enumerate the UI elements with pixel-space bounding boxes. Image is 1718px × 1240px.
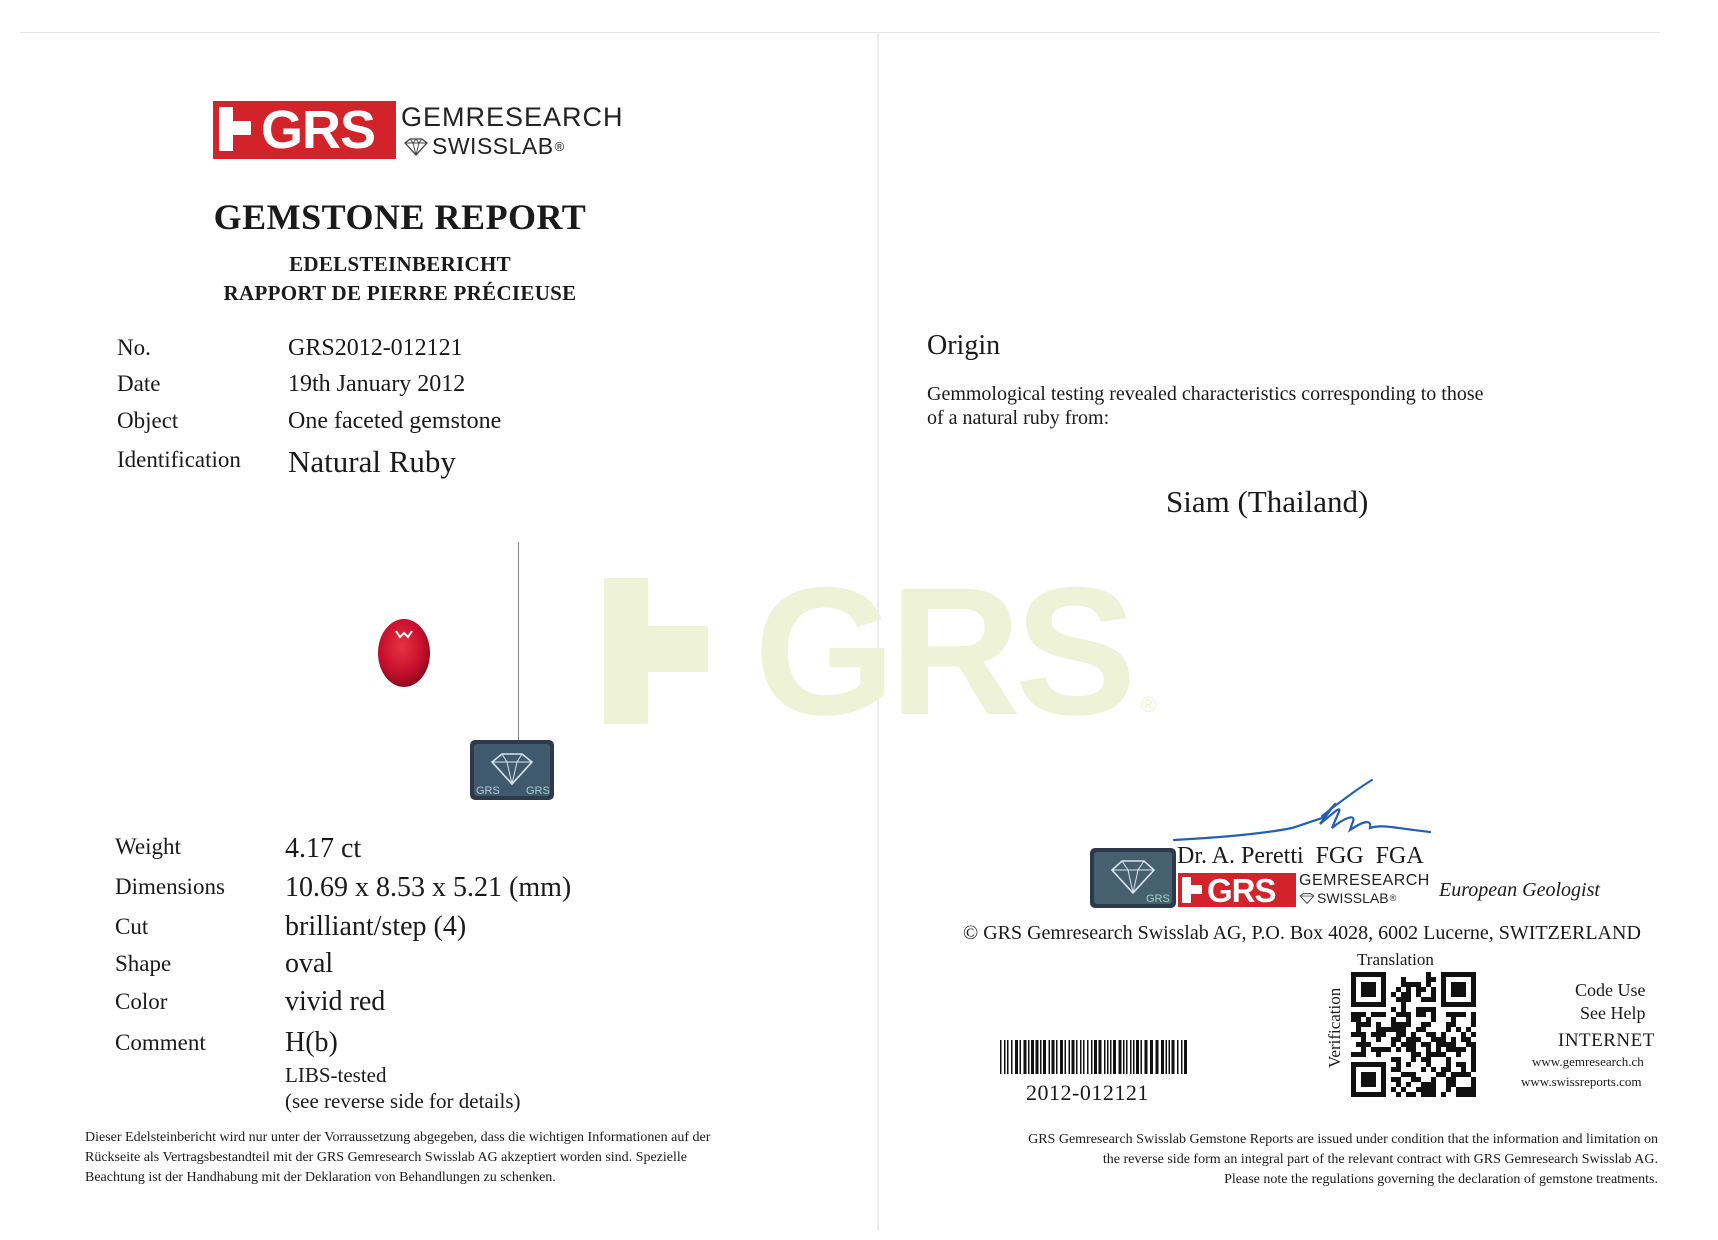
watermark-cross-icon	[604, 578, 708, 724]
comment-libs: LIBS-tested	[285, 1063, 387, 1087]
swiss-cross-small-icon	[1182, 873, 1206, 907]
disclaimer-de-line3: Beachtung ist der Handhabung mit der Deklaration von Behandlungen zu schenken.	[85, 1170, 556, 1185]
diamond-icon	[403, 138, 429, 156]
cut-label: Cut	[115, 914, 149, 939]
see-help-label: See Help	[1580, 1003, 1646, 1023]
small-logo-gemresearch: GEMRESEARCH	[1299, 872, 1430, 889]
object-label: Object	[117, 408, 179, 433]
origin-description-line1: Gemmological testing revealed characteristics corresponding to those	[927, 383, 1484, 405]
copyright-line: © GRS Gemresearch Swisslab AG, P.O. Box 4028, 6002 Lucerne, SWITZERLAND	[963, 922, 1641, 944]
url-swissreports: www.swissreports.com	[1521, 1074, 1642, 1089]
internet-label: INTERNET	[1558, 1030, 1655, 1051]
hologram-sticker	[470, 740, 554, 800]
small-logo-swisslab: SWISSLAB	[1317, 890, 1389, 906]
no-value: GRS2012-012121	[288, 335, 463, 361]
svg-text:GRS: GRS	[476, 785, 500, 797]
grs-logo-small-letters: GRS	[1207, 873, 1276, 907]
identification-label: Identification	[117, 447, 241, 472]
date-label: Date	[117, 371, 161, 396]
small-registered-mark: ®	[1389, 892, 1397, 903]
verification-label: Verification	[1325, 987, 1344, 1068]
comment-label: Comment	[115, 1030, 206, 1055]
grs-logo-badge	[213, 101, 396, 159]
comment-reverse-note: (see reverse side for details)	[285, 1089, 521, 1113]
date-value: 19th January 2012	[288, 371, 466, 397]
object-value: One faceted gemstone	[288, 408, 502, 434]
cut-value: brilliant/step (4)	[285, 911, 467, 942]
identification-value: Natural Ruby	[288, 444, 456, 479]
origin-description-line2: of a natural ruby from:	[927, 407, 1110, 429]
hologram-thread	[518, 542, 519, 752]
watermark-registered-mark: ®	[1140, 692, 1157, 717]
swiss-cross-icon	[219, 101, 259, 159]
report-subtitle-fr: RAPPORT DE PIERRE PRÉCIEUSE	[223, 281, 577, 305]
disclaimer-de-line1: Dieser Edelsteinbericht wird nur unter der Vorraussetzung abgegeben, dass die wichtigen Informationen auf der	[85, 1130, 711, 1145]
origin-value: Siam (Thailand)	[1166, 484, 1369, 519]
disclaimer-de-line2: Rückseite als Vertragsbestandteil mit der GRS Gemresearch Swisslab AG akzeptiert worden sind. Spezielle	[85, 1150, 687, 1165]
disclaimer-de	[85, 1128, 805, 1188]
barcode-image	[1000, 1040, 1188, 1074]
small-diamond-icon	[1299, 893, 1315, 904]
disclaimer-en-line2: the reverse side form an integral part of the relevant contract with GRS Gemresearch Swisslab AG.	[1102, 1152, 1658, 1167]
origin-description	[927, 382, 1547, 430]
disclaimer-en-line3: Please note the regulations governing the declaration of gemstone treatments.	[1224, 1172, 1658, 1187]
grs-watermark	[604, 549, 1157, 753]
registered-mark: ®	[554, 139, 565, 154]
grs-logo-small	[1178, 873, 1296, 907]
report-subtitle-de: EDELSTEINBERICHT	[289, 252, 511, 276]
disclaimer-en	[940, 1130, 1658, 1190]
logo-swisslab: SWISSLAB	[432, 133, 554, 159]
no-label: No.	[117, 335, 151, 360]
dimensions-value: 10.69 x 8.53 x 5.21 (mm)	[285, 872, 572, 903]
shape-label: Shape	[115, 951, 172, 976]
translation-label: Translation	[1357, 950, 1434, 969]
watermark-letters: GRS	[754, 549, 1131, 753]
report-title: GEMSTONE REPORT	[213, 197, 587, 237]
barcode-number: 2012-012121	[1026, 1080, 1149, 1105]
signature-image	[1172, 778, 1434, 846]
page-top-edge	[20, 32, 1660, 33]
logo-gemresearch: GEMRESEARCH	[401, 102, 624, 132]
signatory-name: Dr. A. Peretti FGG FGA	[1177, 843, 1424, 869]
color-label: Color	[115, 989, 168, 1014]
signature-hologram	[1090, 848, 1176, 908]
code-use-label: Code Use	[1575, 980, 1646, 1000]
svg-text:GRS: GRS	[526, 785, 550, 797]
qr-code-image	[1351, 972, 1481, 1100]
weight-value: 4.17 ct	[285, 833, 362, 864]
svg-text:GRS: GRS	[1146, 893, 1170, 905]
ruby-photo	[376, 617, 432, 689]
weight-label: Weight	[115, 834, 181, 859]
comment-value: H(b)	[285, 1027, 338, 1058]
grs-logo-letters: GRS	[261, 101, 376, 159]
url-gemresearch: www.gemresearch.ch	[1532, 1054, 1644, 1069]
signatory-title: European Geologist	[1439, 879, 1600, 901]
color-value: vivid red	[285, 986, 386, 1017]
shape-value: oval	[285, 948, 334, 979]
dimensions-label: Dimensions	[115, 874, 225, 899]
origin-heading: Origin	[927, 330, 1001, 361]
disclaimer-en-line1: GRS Gemresearch Swisslab Gemstone Reports are issued under condition that the information and limitation on	[1028, 1132, 1658, 1147]
